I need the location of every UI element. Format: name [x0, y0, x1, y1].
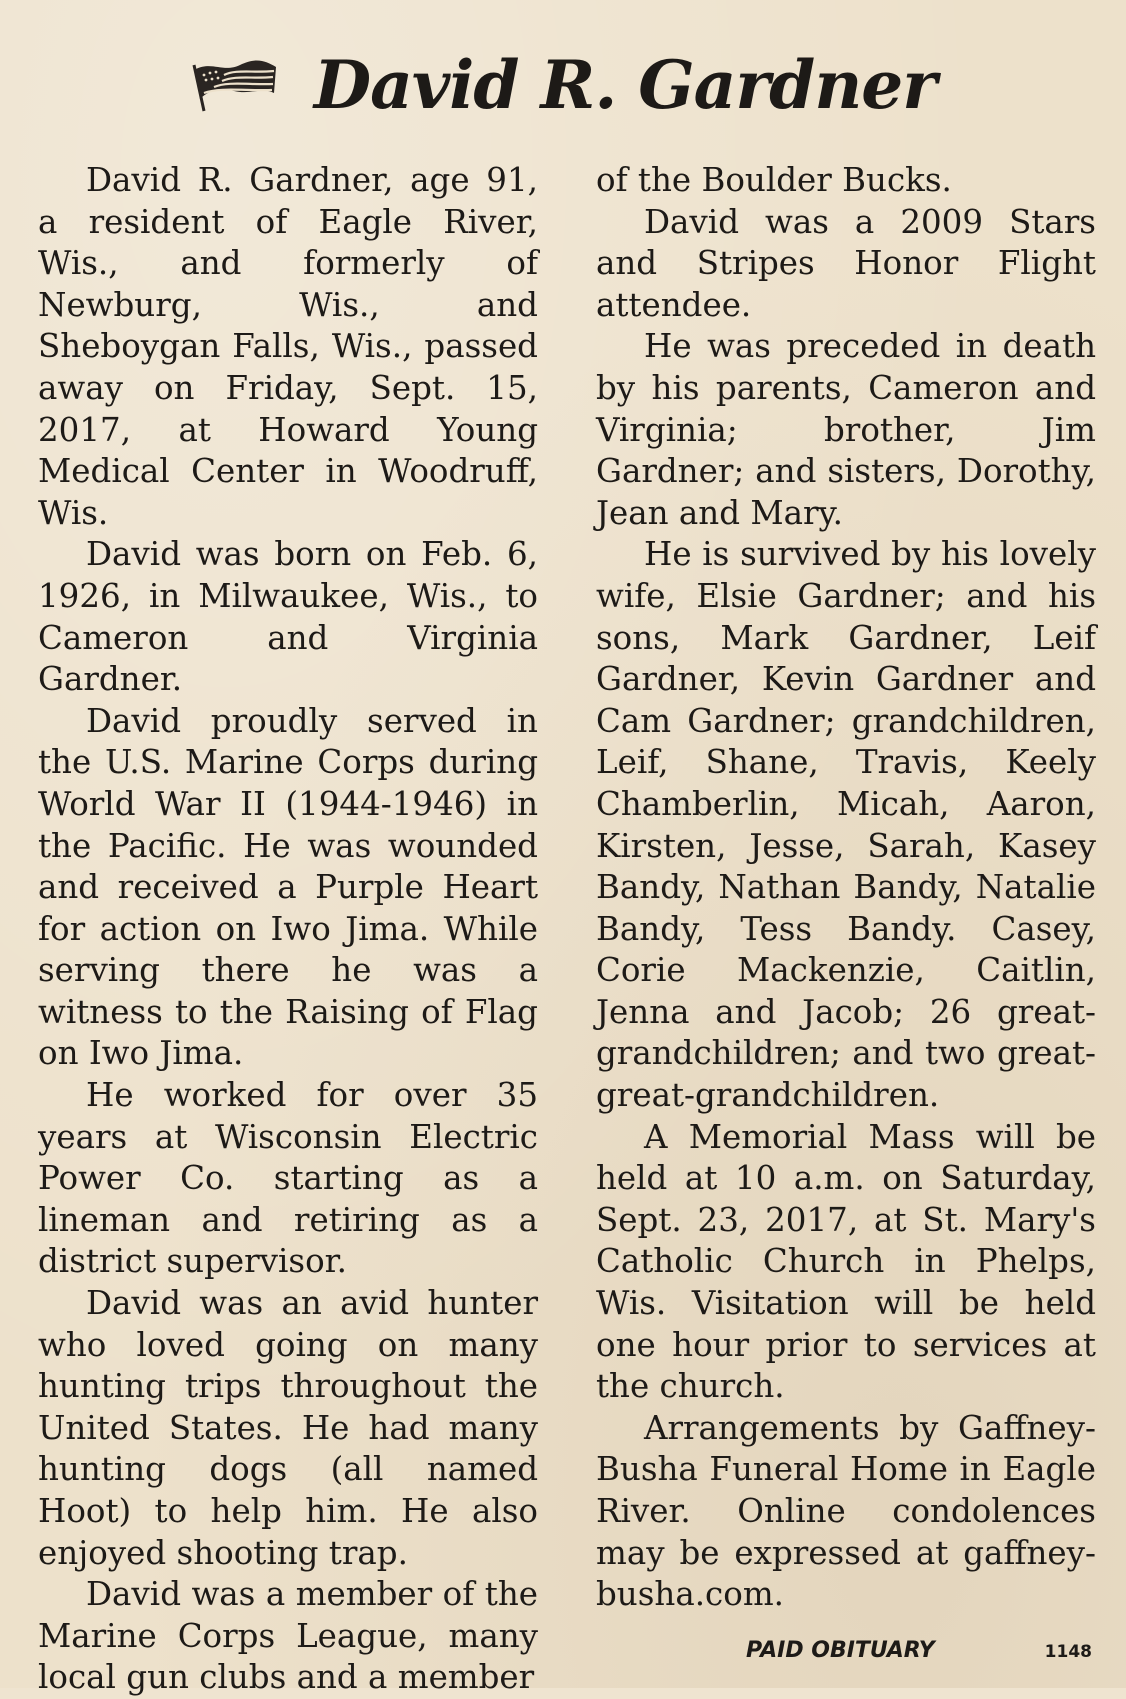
paragraph-preceded: He was preceded in death by his parents, Cameron and Virginia; brother, Jim Gardner; and sisters, Dorothy, Jean and Mary. — [596, 327, 1096, 532]
right-column — [596, 160, 1096, 1663]
paragraph-birth: David was born on Feb. 6, 1926, in Milwaukee, Wis., to Cameron and Virginia Gardner. — [38, 535, 538, 699]
header — [0, 40, 1126, 130]
paragraph-hobbies: David was an avid hunter who loved going on many hunting trips throughout the United States. He had many hunting dogs (all named Hoot) to help him. He also enjoyed shooting trap. — [38, 1284, 538, 1572]
paragraph-honor-flight: David was a 2009 Stars and Stripes Honor Flight attendee. — [596, 202, 1096, 324]
ad-code: 1148 — [1044, 1641, 1092, 1662]
paragraph-survived: He is survived by his lovely wife, Elsie Gardner; and his sons, Mark Gardner, Leif Gardner, Kevin Gardner and Cam Gardner; grandchildren, Leif, Shane, Travis, Keely Chamberlin, Micah, Aaron, Kirsten, Jesse, Sarah, Kasey Bandy, Nathan Bandy, Natalie Bandy, Tess Bandy. Casey, Corie Mackenzie, Caitlin, Jenna and Jacob; 26 great-grandchildren; and two great-great-grandchildren. — [596, 535, 1096, 1115]
paragraph-arrangements: Arrangements by Gaffney-Busha Funeral Home in Eagle River. Online condolences may be expressed at gaffney-busha.com. — [596, 1408, 1096, 1614]
footer — [596, 1630, 1096, 1674]
left-column — [38, 160, 538, 1697]
paragraph-memberships: David was a member of the Marine Corps League, many local gun clubs and a member — [38, 1575, 538, 1697]
paragraph-services: A Memorial Mass will be held at 10 a.m. on Saturday, Sept. 23, 2017, at St. Mary's Catholic Church in Phelps, Wis. Visitation will be held one hour prior to services at the church. — [596, 1117, 1096, 1406]
paragraph-military: David proudly served in the U.S. Marine Corps during World War II (1944-1946) in the Pacific. He was wounded and received a Purple Heart for action on Iwo Jima. While serving there he was a witness to the Raising of Flag on Iwo Jima. — [38, 701, 538, 1073]
obituary-title: David R. Gardner — [313, 46, 937, 124]
obituary-body — [38, 160, 1096, 1697]
american-flag-icon — [190, 55, 282, 115]
paragraph-intro: David R. Gardner, age 91, a resident of Eagle River, Wis., and formerly of Newburg, Wis., and Sheboygan Falls, Wis., passed away on Friday, Sept. 15, 2017, at Howard Young Medical Center in Woodruff, Wis. — [38, 161, 538, 532]
paragraph-career: He worked for over 35 years at Wisconsin Electric Power Co. starting as a lineman and retiring as a district supervisor. — [38, 1076, 538, 1281]
paid-obituary-label: PAID OBITUARY — [746, 1637, 935, 1663]
paragraph-memberships-continued: of the Boulder Bucks. — [596, 161, 952, 199]
